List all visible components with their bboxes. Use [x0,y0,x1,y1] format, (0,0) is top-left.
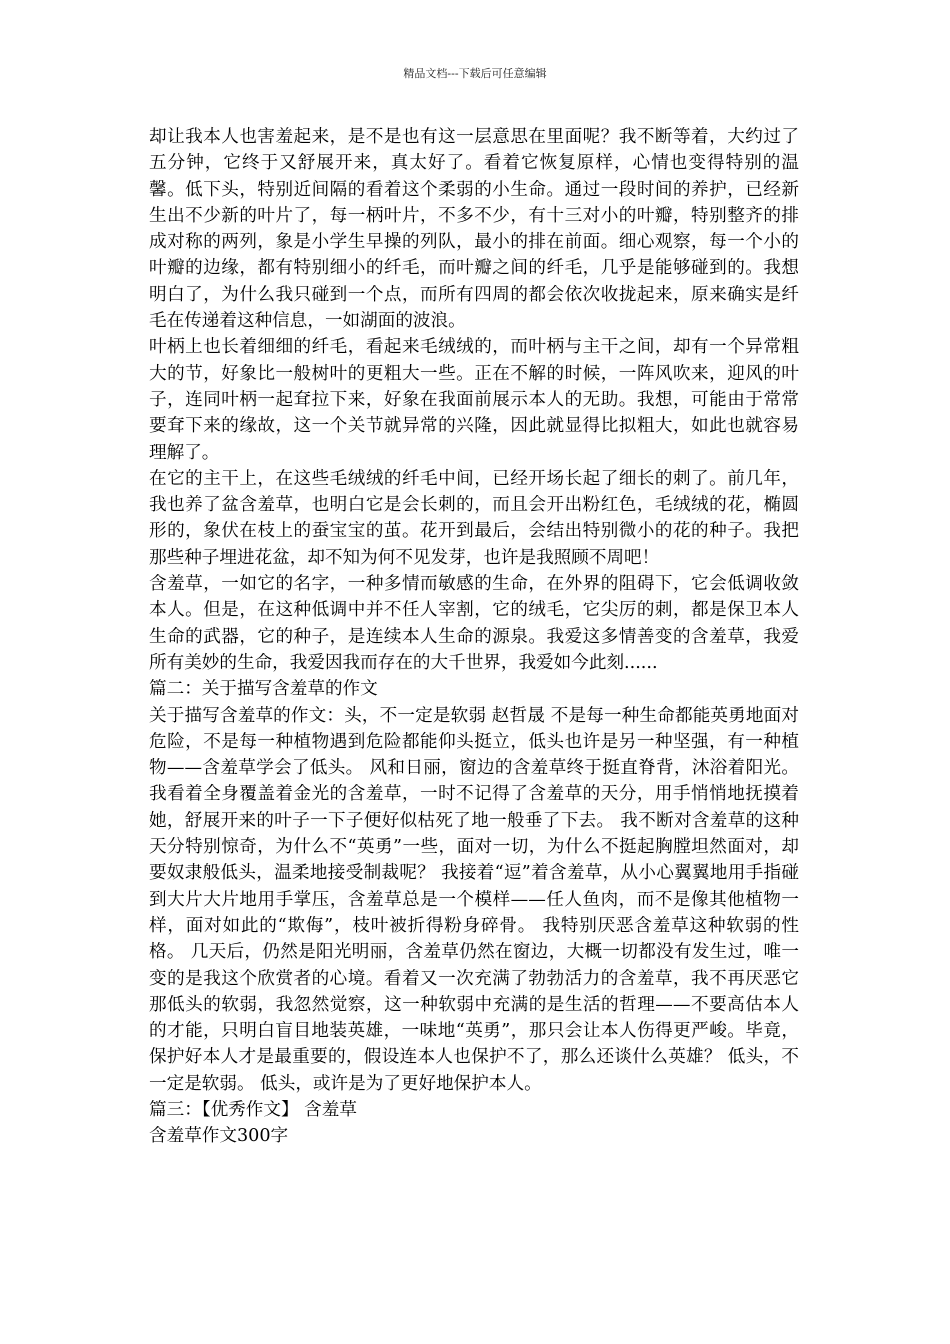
paragraph: 却让我本人也害羞起来，是不是也有这一层意思在里面呢？我不断等着，大约过了五分钟，它终于又舒展开来，真太好了。看着它恢复原样，心情也变得特别的温馨。低下头，特别近间隔的看着这个柔弱的小生命。通过一段时间的养护，已经新生出不少新的叶片了，每一柄叶片，不多不少，有十三对小的叶瓣，特别整齐的排成对称的两列，象是小学生早操的列队，最小的排在前面。细心观察，每一个小的叶瓣的边缘，都有特别细小的纤毛，而叶瓣之间的纤毛，几乎是能够碰到的。我想明白了，为什么我只碰到一个点，而所有四周的都会依次收拢起来，原来确实是纤毛在传递着这种信息，一如湖面的波浪。 [149,127,799,332]
section-heading: 篇二：关于描写含羞草的作文 [149,679,378,700]
paragraph: 含羞草，一如它的名字，一种多情而敏感的生命，在外界的阻碍下，它会低调收敛本人。但是，在这种低调中并不任人宰割，它的绒毛，它尖厉的刺，都是保卫本人生命的武器，它的种子，是连续本人生命的源泉。我爱这多情善变的含羞草，我爱所有美妙的生命，我爱因我而存在的大千世界，我爱如今此刻...... [149,574,799,673]
paragraph: 叶柄上也长着细细的纤毛，看起来毛绒绒的，而叶柄与主干之间，却有一个异常粗大的节，好象比一般树叶的更粗大一些。正在不解的时候，一阵风吹来，迎风的叶子，连同叶柄一起耷拉下来，好象在我面前展示本人的无助。我想，可能由于常常要耷下来的缘故，这一个关节就异常的兴隆，因此就显得比拟粗大，如此也就容易理解了。 [149,337,799,463]
paragraph: 关于描写含羞草的作文：头，不一定是软弱 赵哲晟 不是每一种生命都能英勇地面对危险，不是每一种植物遇到危险都能仰头挺立，低头也许是另一种坚强，有一种植物——含羞草学会了低头。 风和日丽，窗边的含羞草终于挺直脊背，沐浴着阳光。我看着全身覆盖着金光的含羞草，一时不记得了含羞草的天分，用手悄悄地抚摸着她，舒展开来的叶子一下子便好似枯死了地一般垂了下去。 我不断对含羞草的这种天分特别惊奇，为什么不“英勇”一些，面对一切，为什么不挺起胸膛坦然面对，却要奴隶般低头，温柔地接受制裁呢？ 我接着“逗”着含羞草，从小心翼翼地用手指碰到大片大片地用手掌压，含羞草总是一个模样——任人鱼肉，而不是像其他植物一样，面对如此的“欺侮”，枝叶被折得粉身碎骨。 我特别厌恶含羞草这种软弱的性格。 几天后，仍然是阳光明丽，含羞草仍然在窗边，大概一切都没有发生过，唯一变的是我这个欣赏者的心境。看着又一次充满了勃勃活力的含羞草，我不再厌恶它那低头的软弱，我忽然觉察，这一种软弱中充满的是生活的哲理——不要高估本人的才能，只明白盲目地装英雄，一味地“英勇”，那只会让本人伤得更严峻。毕竟，保护好本人才是最重要的，假设连本人也保护不了，那么还谈什么英雄？ 低头，不一定是软弱。 低头，或许是为了更好地保护本人。 [149,705,799,1094]
section-heading: 篇三：【优秀作文】 含羞草 [149,1099,357,1120]
document-body [149,124,799,1150]
page-header: 精品文档---下载后可任意编辑 [403,67,547,80]
essay-title: 含羞草作文300字 [149,1126,289,1147]
paragraph: 在它的主干上，在这些毛绒绒的纤毛中间，已经开场长起了细长的刺了。前几年，我也养了盆含羞草，也明白它是会长刺的，而且会开出粉红色，毛绒绒的花，椭圆形的，象伏在枝上的蚕宝宝的茧。花开到最后，会结出特别微小的花的种子。我把那些种子埋进花盆，却不知为何不见发芽，也许是我照顾不周吧！ [149,468,799,568]
